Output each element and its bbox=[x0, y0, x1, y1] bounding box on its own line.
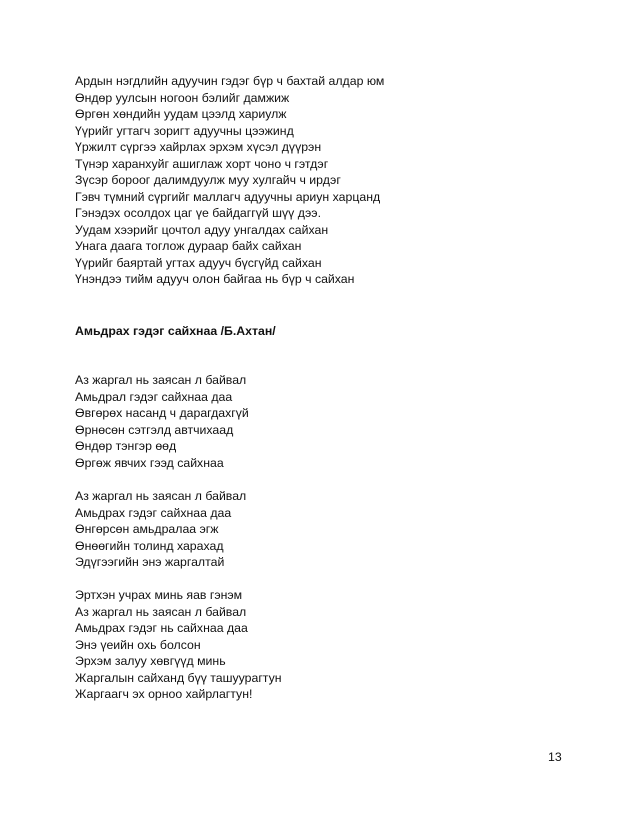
poem1-line: Ардын нэгдлийн адуучин гэдэг бүр ч бахтай алдар юм bbox=[75, 74, 385, 88]
poem1-line: Гэнэдэх осолдох цаг үе байдаггүй шүү дээ. bbox=[75, 206, 321, 220]
poem1-line: Өргөн хөндийн уудам цээлд хариулж bbox=[75, 107, 287, 121]
poem2-line: Амьдрах гэдэг сайхнаа даа bbox=[75, 505, 232, 520]
page-number: 13 bbox=[548, 750, 562, 764]
poem2-line: Аз жаргал нь заясан л байвал bbox=[75, 373, 247, 387]
poem2-line: Өндөр тэнгэр өөд bbox=[75, 439, 177, 453]
poem1-line: Үнэндээ тийм адууч олон байгаа нь бүр ч сайхан bbox=[75, 272, 355, 286]
poem2-line: Жаргалын сайханд бүү ташуурагтун bbox=[75, 670, 282, 685]
poem1-line: Зүсэр бороог далимдуулж муу хулгайч ч ирдэг bbox=[75, 173, 341, 187]
poem2-title: Амьдрах гэдэг сайхнаа /Б.Ахтан/ bbox=[75, 324, 276, 338]
poem1-line: Өндөр уулсын ногоон бэлийг дамжиж bbox=[75, 90, 290, 105]
poem1-line: Үүрийг угтагч зоригт адуучны цээжинд bbox=[75, 123, 294, 138]
poem2-line: Аз жаргал нь заясан л байвал bbox=[75, 604, 247, 619]
poem1-line: Үржилт сүргээ хайрлах эрхэм хүсэл дүүрэн bbox=[75, 140, 322, 154]
poem2-line: Аз жаргал нь заясан л байвал bbox=[75, 489, 247, 503]
poem1-line: Үүрийг баяртай угтах адууч бүсгүйд сайхан bbox=[75, 255, 322, 270]
poem2-stanza-3 bbox=[75, 587, 282, 703]
poem1-line: Унага даага тоглож дураар байх сайхан bbox=[75, 239, 302, 253]
poem1-line: Гэвч түмний сүргийг маллагч адуучны ариун харцанд bbox=[75, 189, 381, 204]
poem1-line: Уудам хээрийг цочтол адуу унгалдах сайхан bbox=[75, 222, 329, 237]
poem2-stanza-1 bbox=[75, 372, 249, 471]
poem2-stanza-2 bbox=[75, 488, 246, 571]
poem1-line: Түнэр харанхуйг ашиглаж хорт чоно ч гэтдэг bbox=[75, 156, 329, 171]
poem2-line: Амьдрал гэдэг сайхнаа даа bbox=[75, 389, 233, 404]
poem1-body bbox=[75, 73, 384, 288]
poem2-line: Жаргаагч эх орноо хайрлагтун! bbox=[75, 687, 253, 701]
poem2-line: Өрнөсөн сэтгэлд автчихаад bbox=[75, 422, 234, 437]
poem2-line: Өнгөрсөн амьдралаа эгж bbox=[75, 522, 219, 536]
poem2-line: Өнөөгийн толинд харахад bbox=[75, 538, 224, 553]
poem2-line: Эртхэн учрах минь яав гэнэм bbox=[75, 588, 243, 602]
poem2-line: Эдүгээгийн энэ жаргалтай bbox=[75, 555, 225, 569]
poem2-line: Энэ үеийн охь болсон bbox=[75, 637, 201, 652]
poem2-line: Өвгөрөх насанд ч дарагдахгүй bbox=[75, 406, 249, 420]
poem2-line: Амьдрах гэдэг нь сайхнаа даа bbox=[75, 621, 248, 635]
poem2-line: Эрхэм залуу хөвгүүд минь bbox=[75, 654, 226, 668]
poem2-line: Өргөж явчих гээд сайхнаа bbox=[75, 455, 224, 470]
